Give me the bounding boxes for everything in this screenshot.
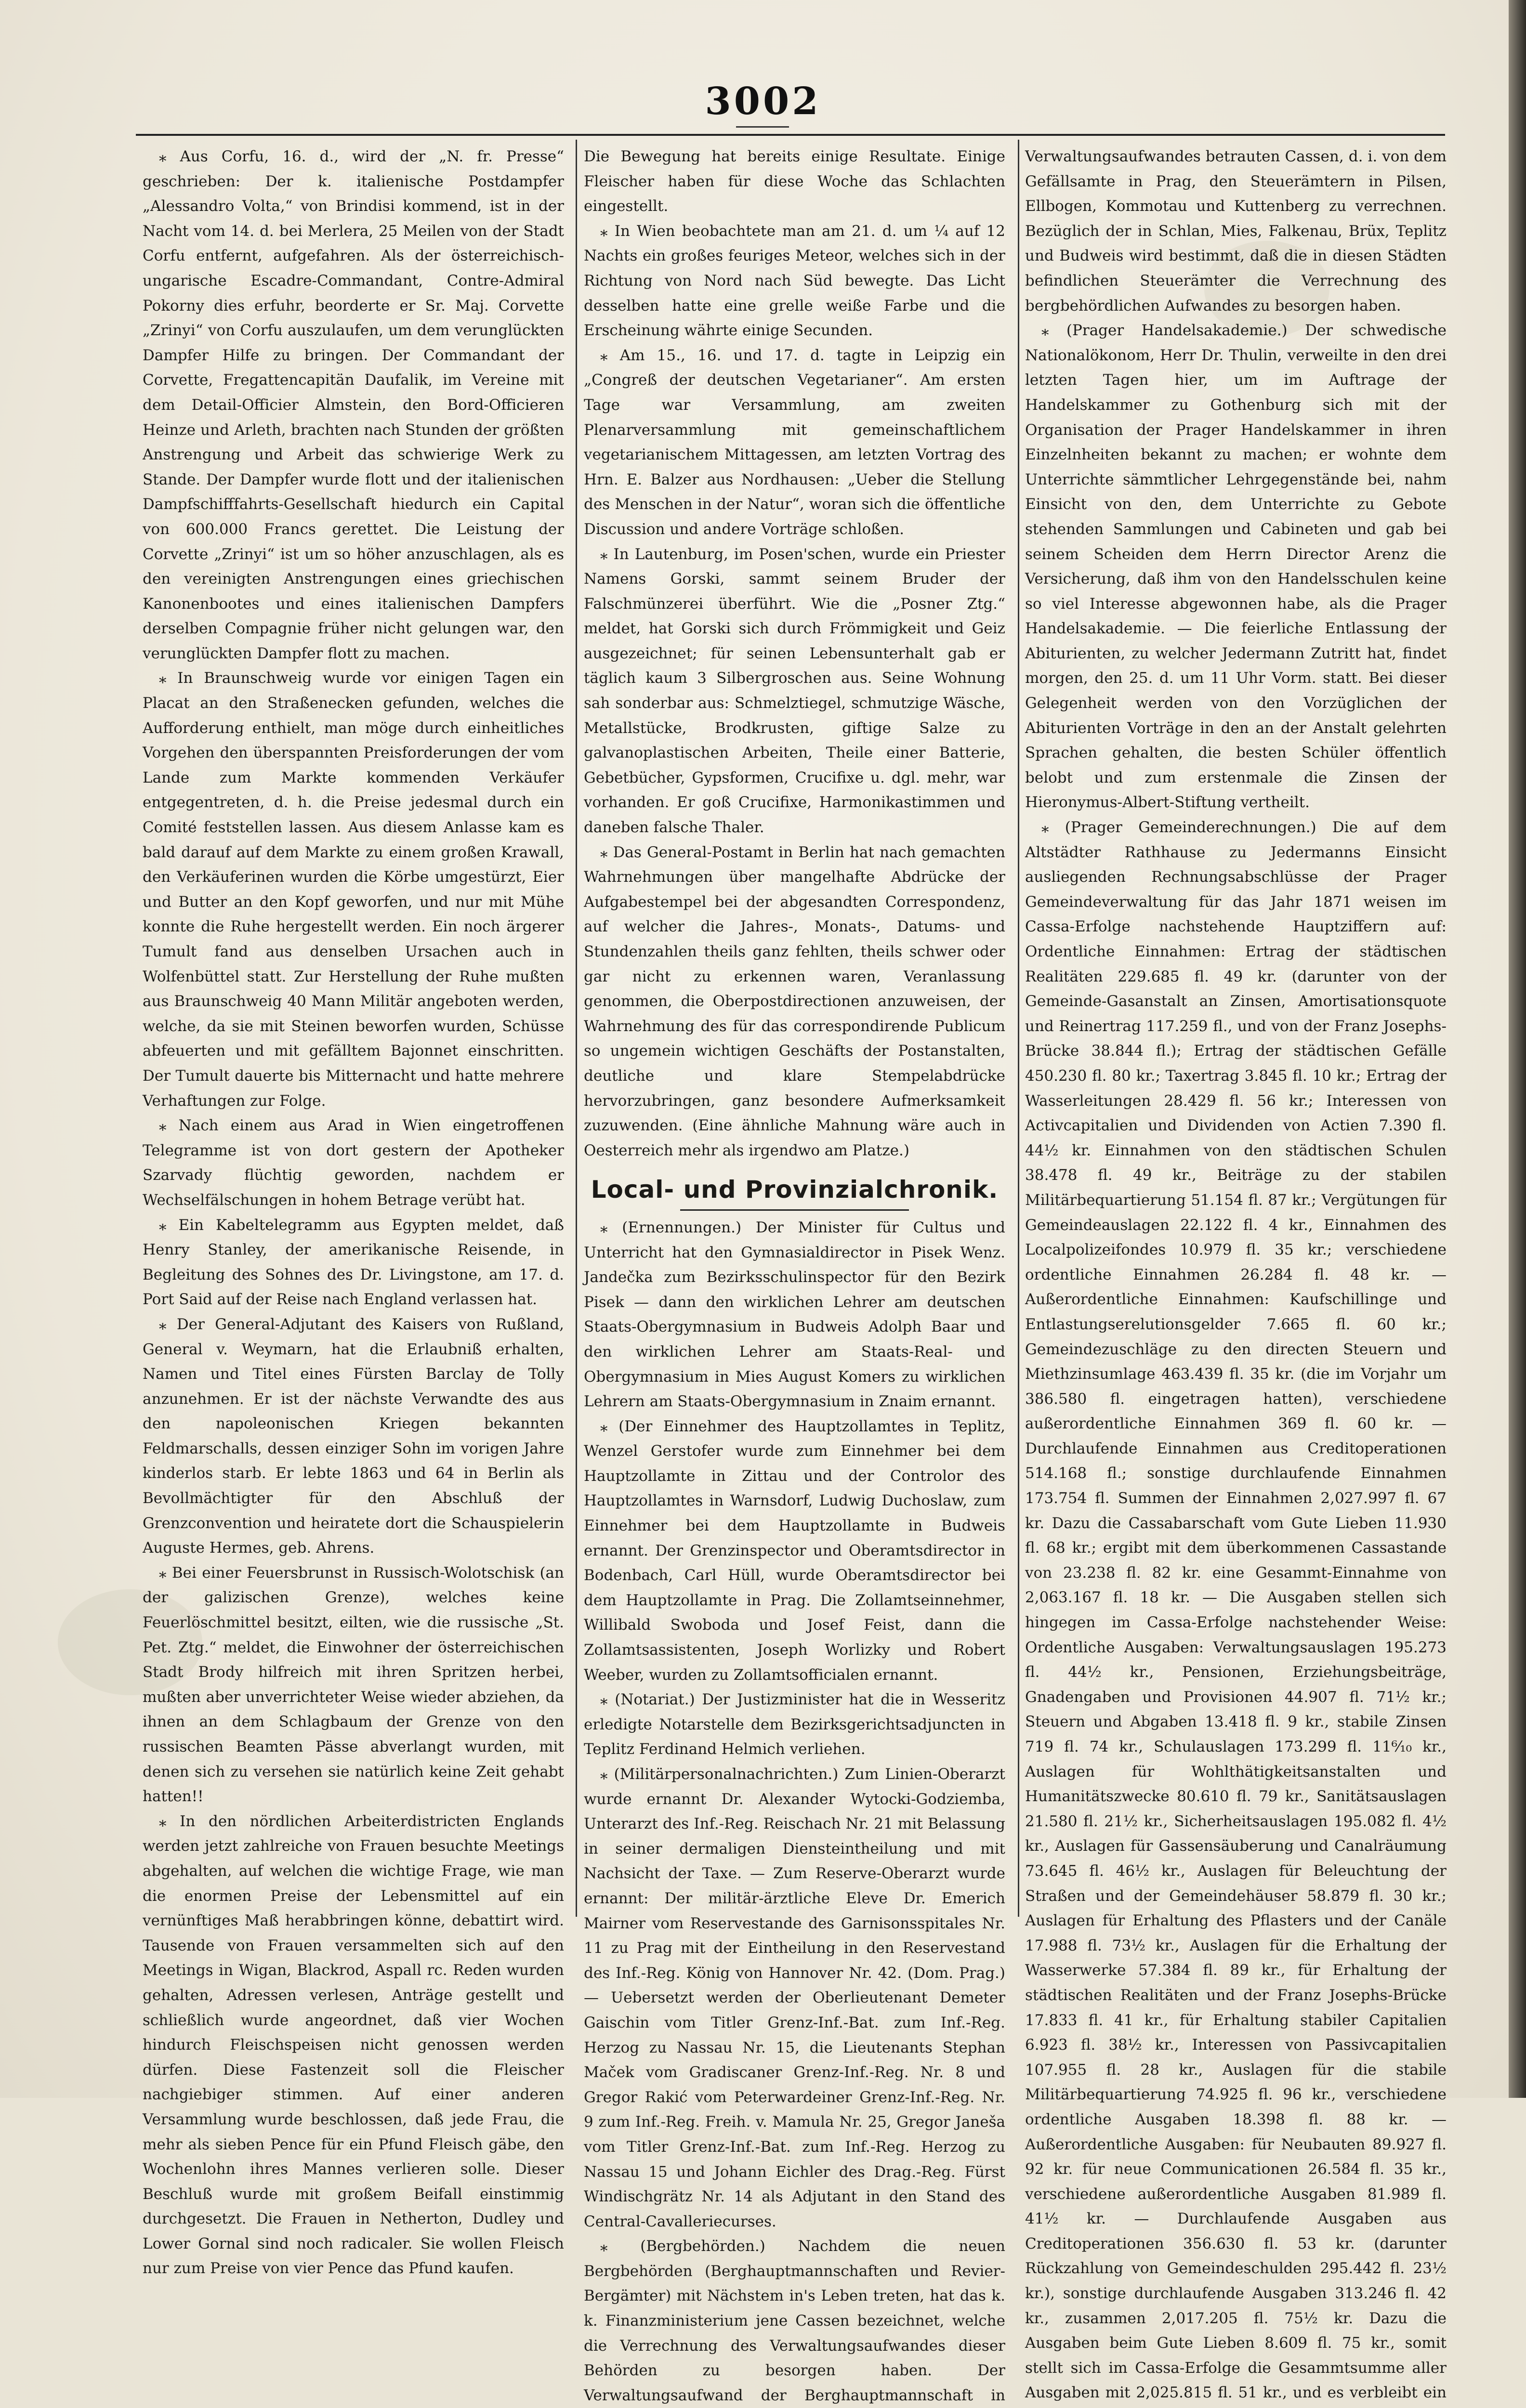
article-paragraph: Verwaltungsaufwandes betrauten Cassen, d. i. von dem Gefällsamte in Prag, den Steuerämtern in Pilsen, Ellbogen, Kommotau und Kuttenberg zu verrechnen. Bezüglich der in Schlan, Mies, Falkenau, Brüx, Teplitz und Budweis wird bestimmt, daß die in diesen Städten befindlichen Steuerämter die Verrechnung des bergbehördlichen Aufwandes zu besorgen haben.	[1025, 148, 1447, 314]
article-paragraph: ⁎ Bei einer Feuersbrunst in Russisch-Wolotschisk (an der galizischen Grenze), welches keine Feuerlöschmittel besitzt, eilten, wie die russische „St. Pet. Ztg.“ meldet, die Einwohner der österreichischen Stadt Brody hilfreich mit ihren Spritzen herbei, mußten aber unverrichteter Weise wieder abziehen, da ihnen an dem Schlagbaum der Grenze von den russischen Beamten Pässe abverlangt wurden, mit denen sich zu versehen sie natürlich keine Zeit gehabt hatten!!	[143, 1564, 564, 1806]
article-paragraph: ⁎ In Lautenburg, im Posen'schen, wurde ein Priester Namens Gorski, sammt seinem Bruder der Falschmünzerei überführt. Wie die „Posner Ztg.“ meldet, hat Gorski sich durch Frömmigkeit und Geiz ausgezeichnet; für seinen Lebensunterhalt gab er täglich kaum 3 Silbergroschen aus. Seine Wohnung sah sonderbar aus: Schmelztiegel, schmutzige Wäsche, Metallstücke, Brodkrusten, giftige Salze zu galvanoplastischen Arbeiten, Theile einer Batterie, Gebetbücher, Gypsformen, Crucifixe u. dgl. mehr, war vorhanden. Er goß Crucifixe, Harmonikastimmen und daneben falsche Thaler.	[584, 545, 1005, 837]
article-paragraph: ⁎ (Prager Gemeinderechnungen.) Die auf dem Altstädter Rathhause zu Jedermanns Einsicht ausliegenden Rechnungsabschlüsse der Prager Gemeindeverwaltung für das Jahr 1871 weisen im Cassa-Erfolge nachstehende Hauptziffern auf: Ordentliche Einnahmen: Ertrag der städtischen Realitäten 229.685 fl. 49 kr. (darunter von der Gemeinde-Gasanstalt an Zinsen, Amortisationsquote und Reinertrag 117.259 fl., und von der Franz Josephs-Brücke 38.844 fl.); Ertrag der städtischen Gefälle 450.230 fl. 80 kr.; Taxertrag 3.845 fl. 10 kr.; Ertrag der Wasserleitungen 28.429 fl. 56 kr.; Interessen von Activcapitalien und Dividenden von Actien 7.390 fl. 44½ kr. Einnahmen von den städtischen Schulen 38.478 fl. 49 kr., Beiträge zu der stabilen Militärbequartierung 51.154 fl. 87 kr.; Vergütungen für Gemeindeauslagen 22.122 fl. 4 kr., Einnahmen des Localpolizeifondes 10.979 fl. 35 kr.; verschiedene ordentliche Einnahmen 26.284 fl. 48 kr. — Außerordentliche Einnahmen: Kaufschillinge und Entlastungserelutionsgelder 7.665 fl. 60 kr.; Gemeindezuschläge zu den directen Steuern und Miethzinsumlage 463.439 fl. 35 kr. (die im Vorjahr um 386.580 fl. eingetragen hatten), verschiedene außerordentliche Einnahmen 369 fl. 60 kr. — Durchlaufende Einnahmen aus Creditoperationen 514.168 fl.; sonstige durchlaufende Einnahmen 173.754 fl. Summen der Einnahmen 2,027.997 fl. 67 kr. Dazu die Cassabarschaft vom Gute Lieben 11.930 fl. 68 kr.; ergibt mit dem überkommenen Cassastande von 23.238 fl. 82 kr. eine Gesammt-Einnahme von 2,063.167 fl. 18 kr. — Die Ausgaben stellen sich hingegen im Cassa-Erfolge nachstehender Weise: Ordentliche Ausgaben: Verwaltungsauslagen 195.273 fl. 44½ kr., Pensionen, Erziehungsbeiträge, Gnadengaben und Provisionen 44.907 fl. 71½ kr.; Steuern und Abgaben 13.418 fl. 9 kr., stabile Zinsen 719 fl. 74 kr., Schulauslagen 173.299 fl. 11⁶⁄₁₀ kr., Auslagen für Wohlthätigkeitsanstalten und Humanitätszwecke 80.610 fl. 79 kr., Sanitätsauslagen 21.580 fl. 21½ kr., Sicherheitsauslagen 195.082 fl. 4½ kr., Auslagen für Gassensäuberung und Canalräumung 73.645 fl. 46½ kr., Auslagen für Beleuchtung der Straßen und der Gemeindehäuser 58.879 fl. 30 kr.; Auslagen für Erhaltung des Pflasters und der Canäle 17.988 fl. 73½ kr., Auslagen für die Erhaltung der Wasserwerke 57.384 fl. 89 kr., für Erhaltung der städtischen Realitäten und der Franz Josephs-Brücke 17.833 fl. 41 kr., für Erhaltung stabiler Capitalien 6.923 fl. 38½ kr., Interessen von Passivcapitalien 107.955 fl. 28 kr., Auslagen für die stabile Militärbequartierung 74.925 fl. 96 kr., verschiedene ordentliche Ausgaben 18.398 fl. 88 kr. — Außerordentliche Ausgaben: für Neubauten 89.927 fl. 92 kr. für neue Communicationen 26.584 fl. 35 kr., verschiedene außerordentliche Ausgaben 81.989 fl. 41½ kr. — Durchlaufende Ausgaben aus Creditoperationen 356.630 fl. 53 kr. (darunter Rückzahlung von Gemeindeschulden 295.442 fl. 23½ kr.), sonstige durchlaufende Ausgaben 313.246 fl. 42 kr., zusammen 2,017.205 fl. 75½ kr. Dazu die Ausgaben beim Gute Lieben 8.609 fl. 75 kr., somit stellt sich im Cassa-Erfolge die Gesammtsumme aller Ausgaben mit 2,025.815 fl. 51 kr., und es verbleibt ein	[1025, 819, 1447, 2402]
article-paragraph: ⁎ Aus Corfu, 16. d., wird der „N. fr. Presse“ geschrieben: Der k. italienische Postdampfer „Alessandro Volta,“ von Brindisi kommend, ist in der Nacht vom 14. d. bei Merlera, 25 Meilen von der Stadt Corfu entfernt, aufgefahren. Als der österreichisch-ungarische Escadre-Commandant, Contre-Admiral Pokorny dies erfuhr, beorderte er Sr. Maj. Corvette „Zrinyi“ von Corfu auszulaufen, um dem verunglückten Dampfer Hilfe zu bringen. Der Commandant der Corvette, Fregattencapitän Daufalik, im Vereine mit dem Detail-Officier Almstein, den Bord-Officieren Heinze und Arleth, brachten nach Stunden der größten Anstrengung und Arbeit das schwierige Werk zu Stande. Der Dampfer wurde flott und der italienischen Dampfschifffahrts-Gesellschaft hiedurch ein Capital von 600.000 Francs gerettet. Die Leistung der Corvette „Zrinyi“ ist um so höher anzuschlagen, als es den vereinigten Anstrengungen eines griechischen Kanonenbootes und eines italienischen Dampfers derselben Compagnie früher nicht gelungen war, den verunglückten Dampfer flott zu machen.	[143, 148, 564, 662]
section-heading: Local- und Provinzialchronik.	[591, 1176, 999, 1204]
article-paragraph: ⁎ (Bergbehörden.) Nachdem die neuen Bergbehörden (Berghauptmannschaften und Revier-Bergämter) mit Nächstem in's Leben treten, hat das k. k. Finanzministerium jene Cassen bezeichnet, welche die Verrechnung des Verwaltungsaufwandes dieser Behörden zu besorgen haben. Der Verwaltungsaufwand der Berghauptmannschaft in	[584, 2238, 1005, 2404]
article-paragraph: ⁎ (Prager Handelsakademie.) Der schwedische Nationalökonom, Herr Dr. Thulin, verweilte in den drei letzten Tagen hier, um im Auftrage der Handelskammer zu Gothenburg sich mit der Organisation der Prager Handelskammer in ihren Einzelnheiten bekannt zu machen; er wohnte dem Unterrichte sämmtlicher Lehrgegenstände bei, nahm Einsicht von den, dem Unterrichte zu Gebote stehenden Sammlungen und Cabineten und gab bei seinem Scheiden dem Herrn Director Arenz die Versicherung, daß ihm von den Handelsschulen keine so viel Interesse abgewonnen habe, als die Prager Handelsakademie. — Die feierliche Entlassung der Abiturienten, zu welcher Jedermann Zutritt hat, findet morgen, den 25. d. um 11 Uhr Vorm. statt. Bei dieser Gelegenheit werden von den Vorzüglichen der Abiturienten Vorträge in den an der Anstalt gelehrten Sprachen gehalten, die besten Schüler öffentlich belobt und zum erstenmale die Zinsen der Hieronymus-Albert-Stiftung vertheilt.	[1025, 322, 1447, 811]
article-paragraph: ⁎ Ein Kabeltelegramm aus Egypten meldet, daß Henry Stanley, der amerikanische Reisende, in Begleitung des Sohnes des Dr. Livingstone, am 17. d. Port Said auf der Reise nach England verlassen hat.	[143, 1216, 564, 1309]
page-number-rule	[736, 126, 789, 129]
article-paragraph: ⁎ (Militärpersonalnachrichten.) Zum Linien-Oberarzt wurde ernannt Dr. Alexander Wytocki-Godziemba, Unterarzt des Inf.-Reg. Reischach Nr. 21 mit Belassung in seiner dermaligen Diensteintheilung und mit Nachsicht der Taxe. — Zum Reserve-Oberarzt wurde ernannt: Der militär-ärztliche Eleve Dr. Emerich Mairner vom Reservestande des Garnisonsspitales Nr. 11 zu Prag mit der Eintheilung in den Reservestand des Inf.-Reg. König von Hannover Nr. 42. (Dom. Prag.) — Uebersetzt werden der Oberlieutenant Demeter Gaischin vom Titler Grenz-Inf.-Bat. zum Inf.-Reg. Herzog zu Nassau Nr. 15, die Lieutenants Stephan Maček vom Gradiscaner Grenz-Inf.-Reg. Nr. 8 und Gregor Rakić vom Peterwardeiner Grenz-Inf.-Reg. Nr. 9 zum Inf.-Reg. Freih. v. Mamula Nr. 25, Gregor Janeša vom Titler Grenz-Inf.-Bat. zum Inf.-Reg. Herzog zu Nassau 15 und Johann Eichler des Drag.-Reg. Fürst Windischgrätz Nr. 14 als Adjutant in den Stand des Central-Cavalleriecurses.	[584, 1766, 1005, 2230]
article-paragraph: ⁎ In Wien beobachtete man am 21. d. um ¼ auf 12 Nachts ein großes feuriges Meteor, welches sich in der Richtung von Nord nach Süd bewegte. Das Licht desselben hatte eine grelle weiße Farbe und die Erscheinung währte einige Secunden.	[584, 222, 1005, 340]
text-column-right	[1025, 144, 1447, 2402]
article-paragraph: ⁎ Der General-Adjutant des Kaisers von Rußland, General v. Weymarn, hat die Erlaubniß erhalten, Namen und Titel eines Fürsten Barclay de Tolly anzunehmen. Er ist der nächste Verwandte des aus den napoleonischen Kriegen bekannten Feldmarschalls, dessen einziger Sohn im vorigen Jahre kinderlos starb. Er lebte 1863 und 64 in Berlin als Bevollmächtigter für den Abschluß der Grenzconvention und heiratete dort die Schauspielerin Auguste Hermes, geb. Ahrens.	[143, 1315, 564, 1557]
article-paragraph: ⁎ In den nördlichen Arbeiterdistricten Englands werden jetzt zahlreiche von Frauen besuchte Meetings abgehalten, auf welchen die wichtige Frage, wie man die enormen Preise der Lebensmittel auf ein vernünftiges Maß herabbringen könne, debattirt wird. Tausende von Frauen versammelten sich auf den Meetings in Wigan, Blackrod, Aspall rc. Reden wurden gehalten, Adressen verlesen, Anträge gestellt und schließlich wurde angeordnet, daß vier Wochen hindurch Fleischspeisen nicht genossen werden dürfen. Diese Fastenzeit soll die Fleischer nachgiebiger stimmen. Auf einer anderen Versammlung wurde beschlossen, daß jede Frau, die mehr als sieben Pence für ein Pfund Fleisch gäbe, den Wochenlohn ihres Mannes verlieren solle. Dieser Beschluß wurde mit großem Beifall einstimmig durchgesetzt. Die Frauen in Netherton, Dudley und Lower Gornal sind noch radicaler. Sie wollen Fleisch nur zum Preise von vier Pence das Pfund kaufen.	[143, 1812, 564, 2277]
text-column-left	[143, 144, 564, 2277]
article-paragraph: ⁎ (Ernennungen.) Der Minister für Cultus und Unterricht hat den Gymnasialdirector in Pisek Wenz. Jandečka zum Bezirksschulinspector für den Bezirk Pisek — dann den wirklichen Lehrer am deutschen Staats-Obergymnasium in Budweis Adolph Baar und den wirklichen Lehrer am Staats-Real- und Obergymnasium in Mies August Komers zu wirklichen Lehrern am Staats-Obergymnasium in Znaim ernannt.	[584, 1218, 1005, 1411]
page-edge-shadow	[1509, 0, 1526, 2098]
article-paragraph: ⁎ Am 15., 16. und 17. d. tagte in Leipzig ein „Congreß der deutschen Vegetarianer“. Am ersten Tage war Versammlung, am zweiten Plenarversammlung mit gemeinschaftlichem vegetarianischem Mittagessen, am letzten Vortrag des Hrn. E. Balzer aus Nordhausen: „Ueber die Stellung des Menschen in der Natur“, woran sich die öffentliche Discussion und andere Vorträge schloßen.	[584, 346, 1005, 538]
section-heading-rule	[680, 1209, 909, 1211]
article-paragraph: Die Bewegung hat bereits einige Resultate. Einige Fleischer haben für diese Woche das Schlachten eingestellt.	[584, 148, 1005, 215]
article-paragraph: ⁎ (Notariat.) Der Justizminister hat die in Wesseritz erledigte Notarstelle dem Bezirksgerichtsadjuncten in Teplitz Ferdinand Helmich verliehen.	[584, 1691, 1005, 1758]
header-rule	[136, 134, 1445, 136]
page-number: 3002	[705, 79, 821, 123]
article-paragraph: ⁎ Nach einem aus Arad in Wien eingetroffenen Telegramme ist von dort gestern der Apotheker Szarvady flüchtig geworden, nachdem er Wechselfälschungen in hohem Betrage verübt hat.	[143, 1117, 564, 1209]
column-divider	[576, 140, 577, 1917]
text-column-middle	[584, 144, 1005, 2404]
article-paragraph: ⁎ (Der Einnehmer des Hauptzollamtes in Teplitz, Wenzel Gerstofer wurde zum Einnehmer bei dem Hauptzollamte in Zittau und der Controlor des Hauptzollamtes in Warnsdorf, Ludwig Duchoslaw, zum Einnehmer bei dem Hauptzollamte in Budweis ernannt. Der Grenzinspector und Oberamtsdirector in Bodenbach, Carl Hüll, wurde Oberamtsdirector bei dem Hauptzollamte in Prag. Die Zollamtseinnehmer, Willibald Swoboda und Josef Feist, dann die Zollamtsassistenten, Joseph Worlizky und Robert Weeber, wurden zu Zollamtsofficialen ernannt.	[584, 1417, 1005, 1684]
article-paragraph: ⁎ In Braunschweig wurde vor einigen Tagen ein Placat an den Straßenecken gefunden, welches die Aufforderung enthielt, man möge durch einheitliches Vorgehen den überspannten Preisforderungen der vom Lande zum Markte kommenden Verkäufer entgegentreten, d. h. die Preise jedesmal durch ein Comité feststellen lassen. Aus diesem Anlasse kam es bald darauf auf dem Markte zu einem großen Krawall, den Verkäuferinen wurden die Körbe umgestürzt, Eier und Butter an den Kopf geworfen, und nur mit Mühe konnte die Ruhe hergestellt werden. Ein noch ärgerer Tumult fand aus denselben Ursachen auch in Wolfenbüttel statt. Zur Herstellung der Ruhe mußten aus Braunschweig 40 Mann Militär angeboten werden, welche, da sie mit Steinen beworfen wurden, Schüsse abfeuerten und mit gefälltem Bajonnet einschritten. Der Tumult dauerte bis Mitternacht und hatte mehrere Verhaftungen zur Folge.	[143, 669, 564, 1110]
article-paragraph: ⁎ Das General-Postamt in Berlin hat nach gemachten Wahrnehmungen über mangelhafte Abdrücke der Aufgabestempel bei der abgesandten Correspondenz, auf welcher die Jahres-, Monats-, Datums- und Stundenzahlen theils ganz fehlten, theils schwer oder gar nicht zu erkennen waren, Veranlassung genommen, die Oberpostdirectionen anzuweisen, der Wahrnehmung des für das correspondirende Publicum so ungemein wichtigen Geschäfts der Postanstalten, deutliche und klare Stempelabdrücke hervorzubringen, ganz besondere Aufmerksamkeit zuzuwenden. (Eine ähnliche Mahnung wäre auch in Oesterreich mehr als irgendwo am Platze.)	[584, 843, 1005, 1159]
column-divider	[1018, 140, 1019, 1917]
